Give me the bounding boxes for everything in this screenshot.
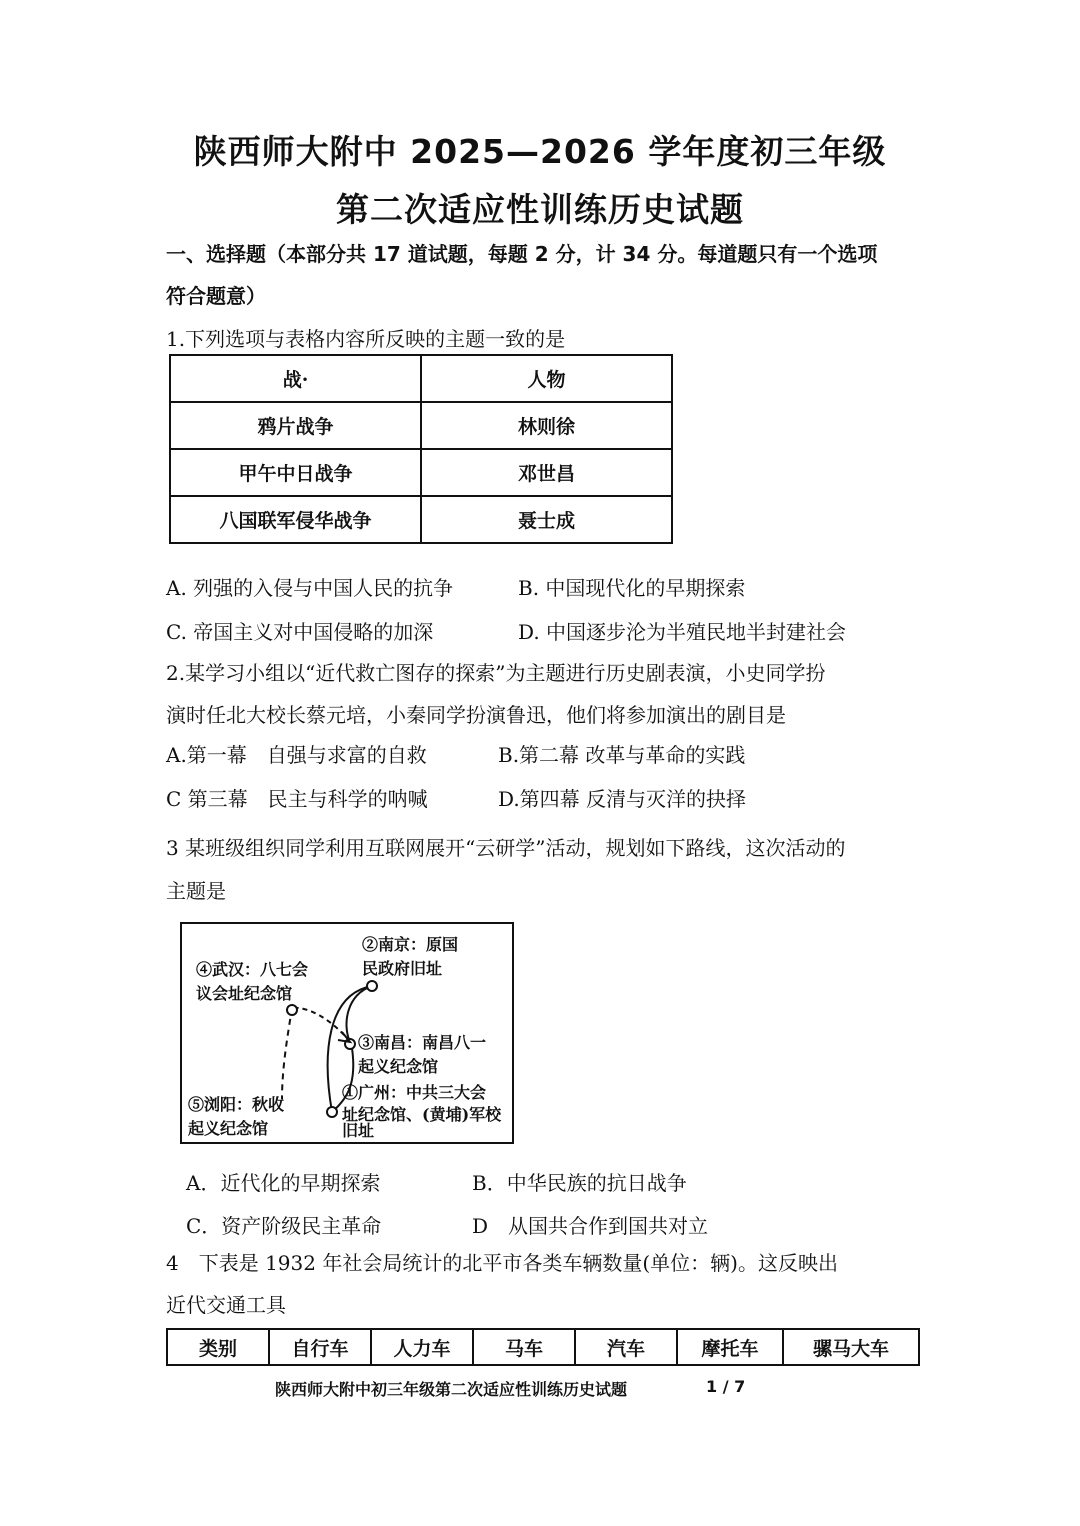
q3-stem-line1: 3 某班级组织同学利用互联网展开“云研学”活动，规划如下路线，这次活动的	[166, 836, 846, 860]
q1-option-b: B. 中国现代化的早期探索	[518, 576, 746, 600]
map-label-nanjing-1: ②南京：原国	[362, 935, 459, 954]
route-wuhan-liuyang	[282, 1008, 292, 1099]
q1-table	[169, 354, 673, 544]
route-nanchang-wuhan	[292, 1008, 350, 1042]
page-footer: 陕西师大附中初三年级第二次适应性训练历史试题	[275, 1380, 628, 1399]
map-label-liuyang-2: 起义纪念馆	[188, 1119, 269, 1138]
table-cell: 甲午中日战争	[170, 449, 421, 496]
table-header-cell: 摩托车	[677, 1329, 783, 1365]
map-label-guangzhou-2: 址纪念馆、(黄埔)军校	[342, 1105, 502, 1124]
route-map	[180, 922, 514, 1144]
q4-table	[166, 1328, 920, 1366]
map-label-nanjing-2: 民政府旧址	[362, 959, 443, 978]
exam-title-line2: 第二次适应性训练历史试题	[336, 190, 744, 229]
page-number: 1 / 7	[706, 1377, 746, 1396]
table-cell: 鸦片战争	[170, 402, 421, 449]
table-header-cell: 类别	[167, 1329, 269, 1365]
section-heading-line2: 符合题意）	[166, 284, 266, 308]
map-label-liuyang-1: ⑤浏阳：秋收	[188, 1095, 285, 1114]
table-row	[170, 496, 672, 543]
q2-option-b: B.第二幕 改革与革命的实践	[498, 743, 746, 767]
table-cell: 八国联军侵华战争	[170, 496, 421, 543]
q4-stem-line1: 4 下表是 1932 年社会局统计的北平市各类车辆数量(单位：辆)。这反映出	[166, 1251, 838, 1275]
q3-option-a: A．近代化的早期探索	[186, 1171, 381, 1195]
node-guangzhou	[327, 1107, 337, 1117]
table-header-cell: 汽车	[575, 1329, 677, 1365]
q2-option-d: D.第四幕 反清与灭洋的抉择	[498, 787, 747, 811]
q3-stem-line2: 主题是	[166, 879, 226, 903]
table-header-cell: 马车	[473, 1329, 575, 1365]
table-header-cell: 自行车	[269, 1329, 371, 1365]
node-nanjing	[367, 981, 377, 991]
q1-stem: 1.下列选项与表格内容所反映的主题一致的是	[166, 327, 566, 351]
table-row	[170, 355, 672, 402]
map-label-guangzhou-1: ①广州：中共三大会	[342, 1083, 487, 1102]
q4-stem-line2: 近代交通工具	[166, 1293, 286, 1317]
table-header-cell: 人物	[421, 355, 672, 402]
table-cell: 聂士成	[421, 496, 672, 543]
map-label-guangzhou-3: 旧址	[342, 1121, 375, 1140]
table-header-cell: 战·	[170, 355, 421, 402]
q2-option-a: A.第一幕 自强与求富的自救	[166, 743, 427, 767]
node-wuhan	[287, 1005, 297, 1015]
section-heading-line1: 一、选择题（本部分共 17 道试题，每题 2 分，计 34 分。每道题只有一个选项	[166, 242, 878, 266]
table-row	[167, 1329, 919, 1365]
map-label-nanchang-1: ③南昌：南昌八一	[358, 1033, 487, 1052]
q2-option-c: C 第三幕 民主与科学的呐喊	[166, 787, 428, 811]
q3-option-b: B．中华民族的抗日战争	[472, 1171, 687, 1195]
table-cell: 林则徐	[421, 402, 672, 449]
q2-stem-line2: 演时任北大校长蔡元培，小秦同学扮演鲁迅，他们将参加演出的剧目是	[166, 703, 786, 727]
q1-option-a: A. 列强的入侵与中国人民的抗争	[166, 576, 454, 600]
q1-option-d: D. 中国逐步沦为半殖民地半封建社会	[518, 620, 847, 644]
q3-option-c: C．资产阶级民主革命	[186, 1214, 382, 1238]
table-row	[170, 449, 672, 496]
table-header-cell: 人力车	[371, 1329, 473, 1365]
table-row	[170, 402, 672, 449]
exam-title-line1: 陕西师大附中 2025—2026 学年度初三年级	[193, 132, 887, 171]
map-label-wuhan-1: ④武汉：八七会	[196, 960, 309, 979]
map-label-nanchang-2: 起义纪念馆	[358, 1057, 439, 1076]
q2-stem-line1: 2.某学习小组以“近代救亡图存的探索”为主题进行历史剧表演，小史同学扮	[166, 661, 826, 685]
map-label-wuhan-2: 议会址纪念馆	[196, 984, 293, 1003]
table-cell: 邓世昌	[421, 449, 672, 496]
table-header-cell: 骡马大车	[783, 1329, 919, 1365]
q1-option-c: C. 帝国主义对中国侵略的加深	[166, 620, 434, 644]
q3-option-d: D 从国共合作到国共对立	[472, 1214, 709, 1238]
